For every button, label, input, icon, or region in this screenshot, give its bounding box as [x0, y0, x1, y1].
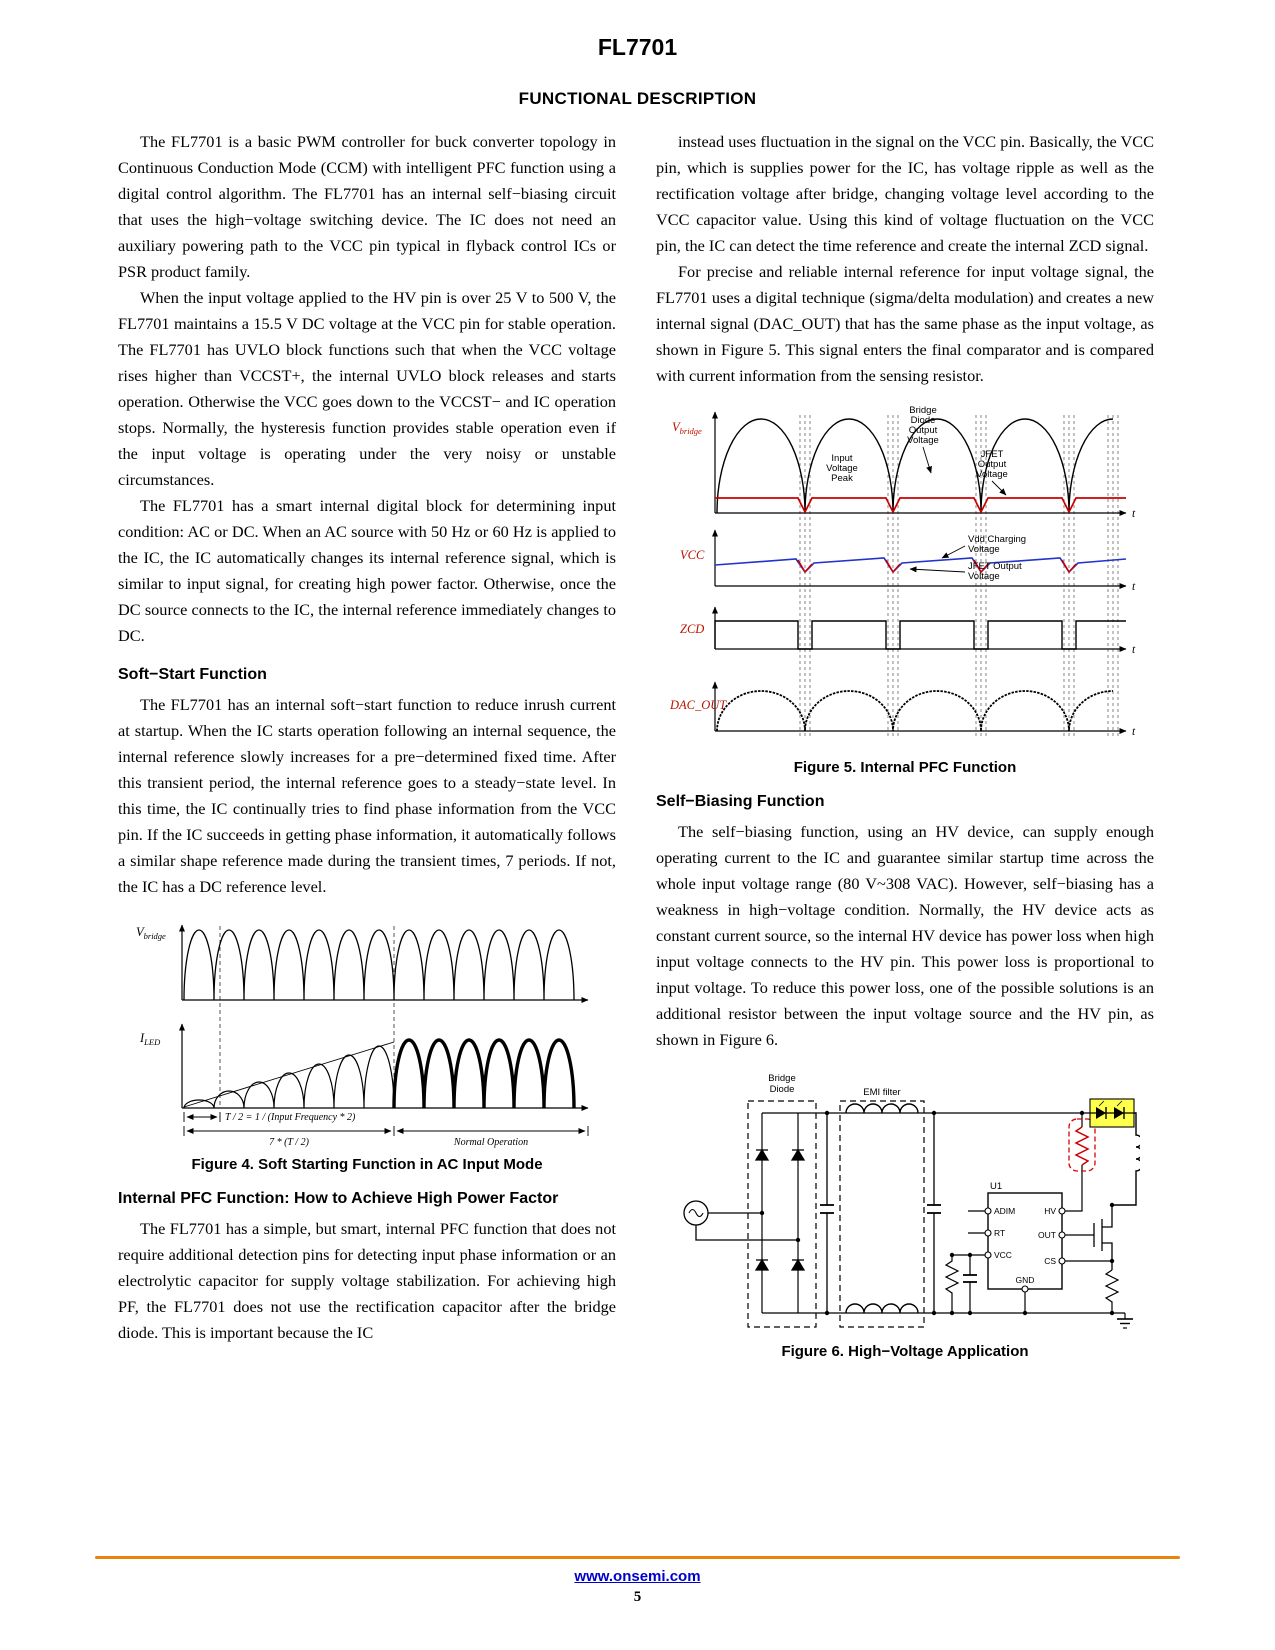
zcd-axis-label: ZCD: [680, 622, 705, 636]
figure-5: [656, 401, 1154, 776]
dacout-waveform: [717, 691, 1113, 731]
bridge-diode-output-annotation: Voltage: [907, 435, 939, 446]
left-column: [118, 129, 616, 1372]
vbridge-axis-label: $V_{bridge}$: [136, 925, 166, 941]
body-paragraph: instead uses fluctuation in the signal on the VCC pin. Basically, the VCC pin, which is supplies power for the IC, has voltage ripple as well as the rectification voltage after bridge, changing voltage level according to the VCC capacitor value. Using this kind of voltage fluctuation on the VCC pin, the IC can detect the time reference and create the internal ZCD signal.: [656, 132, 1154, 255]
half-period-annotation: T / 2 = 1 / (Input Frequency * 2): [225, 1112, 356, 1123]
figure-4: [118, 912, 616, 1173]
onsemi-link[interactable]: www.onsemi.com: [574, 1568, 701, 1585]
pin-out-label: OUT: [1038, 1230, 1056, 1240]
body-paragraph: The FL7701 is a basic PWM controller for buck converter topology in Continuous Conduction Mode (CCM) with intelligent PFC function using a digital control algorithm. The FL7701 has an internal self−biasing circuit that uses the high−voltage switching device. The IC does not need an auxiliary powering path to the VCC pin typical in flyback control ICs or PSR product family.: [118, 132, 616, 281]
vdd-charging-annotation: Voltage: [968, 544, 1000, 555]
pin-adim-label: ADIM: [994, 1206, 1016, 1216]
pin-vcc-label: VCC: [994, 1250, 1012, 1260]
emi-filter-label: EMI filter: [863, 1087, 901, 1098]
bridge-diode-output-annotation: Bridge: [909, 405, 937, 416]
pin-gnd-label: GND: [1015, 1275, 1035, 1285]
pin-hv-label: HV: [1044, 1206, 1056, 1216]
body-paragraph: For precise and reliable internal reference for input voltage signal, the FL7701 uses a digital technique (sigma/delta modulation) and creates a new internal signal (DAC_OUT) that has the same phase as the input voltage, as shown in Figure 5. This signal enters the final comparator and is compared with current information from the sensing resistor.: [656, 262, 1154, 385]
led-load: [1090, 1099, 1134, 1127]
iled-axes: [182, 1024, 588, 1108]
input-voltage-peak-annotation: Peak: [831, 473, 853, 484]
ac-source: [684, 1201, 798, 1240]
time-axis-label: t: [1132, 581, 1136, 593]
right-column: [656, 129, 1154, 1372]
two-column-body: [118, 129, 1157, 1372]
figure6-circuit-graphic: [670, 1065, 1140, 1337]
jfet-output-voltage-annotation: Voltage: [976, 469, 1008, 480]
vdd-charging-annotation: Vdd Charging: [968, 534, 1027, 545]
figure-4-caption: Figure 4. Soft Starting Function in AC Input Mode: [191, 1156, 543, 1173]
annotation-arrow: [942, 546, 965, 558]
time-axis-label: t: [1132, 644, 1136, 656]
emi-filter-box: [840, 1101, 924, 1327]
emi-inductors: [846, 1104, 918, 1313]
jfet-output-voltage-annotation: Voltage: [968, 571, 1000, 582]
annotation-arrow: [910, 569, 965, 572]
bridge-diode-label: Diode: [769, 1084, 795, 1095]
ground-symbol: [1117, 1313, 1133, 1328]
self-biasing-heading: Self−Biasing Function: [656, 793, 825, 810]
input-voltage-peak-annotation: Voltage: [826, 463, 858, 474]
seven-periods-annotation: 7 * (T / 2): [269, 1137, 309, 1148]
vbridge-waveform: [184, 930, 574, 1000]
jfet-output-voltage-annotation: Output: [977, 459, 1007, 470]
hv-startup-resistor: [1065, 1113, 1095, 1211]
dacout-axis-label: DAC_OUT: [670, 698, 727, 712]
body-paragraph: The FL7701 has an internal soft−start function to reduce inrush current at startup. When the IC starts operation following an internal sequence, the internal reference slowly increases for a pre−determined fixed time. After this transient period, the internal reference goes to a steady−state level. In this time, the IC continually tries to find phase information from the VCC pin. If the IC succeeds in getting phase information, it automatically follows a similar shape reference made during the transient times, 7 periods. If not, the IC has a DC reference level.: [118, 695, 616, 896]
functional-description-heading: FUNCTIONAL DESCRIPTION: [518, 89, 757, 108]
internal-pfc-heading: Internal PFC Function: How to Achieve High Power Factor: [118, 1190, 559, 1207]
bridge-rectifier-box: [748, 1101, 816, 1327]
footer-rule: [95, 1556, 1180, 1559]
figure-6-caption: Figure 6. High−Voltage Application: [781, 1343, 1029, 1360]
body-paragraph: The self−biasing function, using an HV device, can supply enough operating current to the IC and guarantee similar startup time across the whole input voltage range (80 V~308 VAC). However, self−biasing has a weakness in high−voltage condition. Normally, the HV device acts as constant current source, so the internal HV device has power loss when high input voltage connects to the HV pin. This power loss is proportional to input voltage. To reduce this power loss, one of the possible solutions is an additional resistor between the input voltage source and the HV pin, as shown in Figure 6.: [656, 822, 1154, 1049]
figure5-waveform-graphic: [670, 401, 1140, 753]
sense-resistor: [1065, 1261, 1118, 1313]
vcc-bias-network: [946, 1211, 985, 1313]
soft-start-heading: Soft−Start Function: [118, 666, 267, 683]
body-paragraph: When the input voltage applied to the HV pin is over 25 V to 500 V, the FL7701 maintains a 15.5 V DC voltage at the VCC pin for stable operation. The FL7701 has UVLO block functions such that when the VCC voltage rises higher than VCCST+, the internal UVLO block releases and starts operation. Otherwise the VCC goes down to the VCCST− and IC operation stops. Normally, the hysteresis function provides stable operation even if the input voltage is operating under the very noisy or unstable circumstances.: [118, 288, 616, 489]
page-title: FL7701: [597, 34, 678, 60]
figure-6: [656, 1065, 1154, 1360]
footer: [0, 1556, 1275, 1606]
time-axis-label: t: [1132, 508, 1136, 520]
annotation-arrow: [923, 447, 931, 473]
jfet-output-voltage-annotation: JFET Output: [968, 561, 1022, 572]
pin-rt-label: RT: [994, 1228, 1006, 1238]
jfet-output-voltage-annotation: JFET: [980, 449, 1004, 460]
figure-5-caption: Figure 5. Internal PFC Function: [793, 759, 1017, 776]
time-axis-label: t: [1132, 726, 1136, 738]
bridge-diode-output-annotation: Output: [908, 425, 938, 436]
iled-softstart-waveform: [184, 1046, 394, 1108]
iled-normal-waveform: [394, 1040, 574, 1108]
pin-cs-label: CS: [1044, 1256, 1056, 1266]
body-paragraph: The FL7701 has a simple, but smart, internal PFC function that does not require additional detection pins for detecting input phase information or an electrolytic capacitor for supply voltage stabilization. For achieving high PF, the FL7701 does not use the rectification capacitor after the bridge diode. This is important because the IC: [118, 1219, 616, 1342]
normal-operation-annotation: Normal Operation: [453, 1137, 529, 1148]
input-voltage-peak-annotation: Input: [831, 453, 853, 464]
bridge-diode-output-annotation: Diode: [910, 415, 936, 426]
bridge-diode-label: Bridge: [768, 1073, 796, 1084]
vcc-axis-label: VCC: [680, 548, 705, 562]
bridge-diodes: [756, 1150, 804, 1270]
body-paragraph: The FL7701 has a smart internal digital block for determining input condition: AC or DC. When an AC source with 50 Hz or 60 Hz is applied to the IC, the IC automatically changes its internal reference signal, which is similar to input signal, for creating high power factor. Otherwise, once the DC source connects to the IC, the internal reference immediately changes to DC.: [118, 496, 616, 645]
figure4-waveform-graphic: [132, 912, 602, 1150]
iled-axis-label: $I_{LED}$: [140, 1031, 161, 1047]
mosfet: [1065, 1205, 1112, 1270]
page-number: 5: [633, 1589, 642, 1605]
vbridge-axis-label: $V_{bridge}$: [672, 420, 702, 436]
filter-capacitors: [820, 1113, 941, 1313]
u1-label: U1: [990, 1181, 1003, 1192]
softstart-ramp-line: [184, 1042, 394, 1107]
annotation-arrow: [992, 481, 1006, 495]
